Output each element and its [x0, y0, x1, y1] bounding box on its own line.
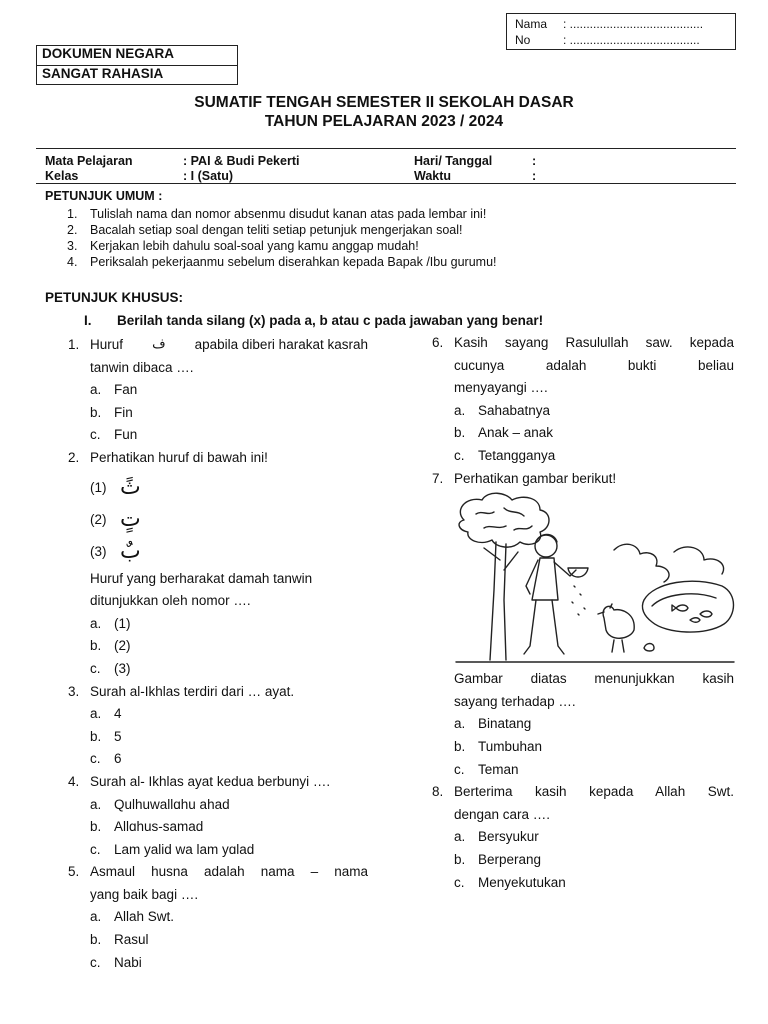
number-label: No — [515, 33, 531, 47]
question-5-cont: yang baik bagi …. — [90, 886, 199, 902]
option-3c[interactable]: c. 6 — [90, 751, 122, 767]
question-7-text-b: sayang terhadap …. — [454, 693, 576, 709]
option-6b[interactable]: b. Anak – anak — [454, 425, 554, 441]
day-value: : — [532, 154, 537, 168]
option-4b[interactable]: b. Allɑhus-samad — [90, 819, 204, 835]
option-1b[interactable]: b. Fin — [90, 404, 133, 420]
option-3b[interactable]: b. 5 — [90, 728, 122, 744]
option-4a[interactable]: a. Qulhuwallɑhu ahad — [90, 796, 230, 812]
name-field[interactable]: : ........................................ — [563, 17, 704, 31]
option-5c[interactable]: c. Nabi — [90, 954, 142, 970]
option-4c[interactable]: c. Lam yalid wa lam yɑlad — [90, 841, 255, 857]
letter-option-3: (3) بٌ — [90, 539, 141, 565]
exam-year: TAHUN PELAJARAN 2023 / 2024 — [264, 113, 504, 130]
day-label: Hari/ Tanggal — [414, 154, 493, 168]
document-classification-box — [36, 45, 238, 85]
option-2b[interactable]: b. (2) — [90, 638, 131, 654]
list-item: 2. Bacalah setiap soal dengan teliti setiap petunjuk mengerjakan soal! — [67, 223, 463, 237]
option-3a[interactable]: a. 4 — [90, 706, 122, 722]
option-5b[interactable]: b. Rasul — [90, 932, 149, 948]
right-column — [432, 332, 734, 894]
exam-title: SUMATIF TENGAH SEMESTER II SEKOLAH DASAR — [194, 94, 574, 111]
question-2: 2. Perhatikan huruf di bawah ini! — [68, 449, 268, 465]
option-8c[interactable]: c. Menyekutukan — [454, 874, 566, 890]
option-7c[interactable]: c. Teman — [454, 761, 519, 777]
classification-line-2: SANGAT RAHASIA — [37, 65, 237, 84]
list-item: 1. Tulislah nama dan nomor absenmu disudut kanan atas pada lembar ini! — [67, 207, 487, 221]
list-item: 3. Kerjakan lebih dahulu soal-soal yang kamu anggap mudah! — [67, 239, 419, 253]
left-column — [68, 334, 368, 974]
arabic-letters-list — [68, 470, 368, 568]
question-6-cont-2: menyayangi …. — [454, 380, 548, 396]
time-value: : — [532, 169, 537, 183]
option-1c[interactable]: c. Fun — [90, 427, 138, 443]
question-1: 1. Huruf ف apabila diberi harakat kasrah — [68, 334, 368, 357]
subject-label: Mata Pelajaran — [45, 154, 133, 168]
class-value: : I (Satu) — [183, 169, 233, 183]
arabic-letter-ba-icon: بٌ — [120, 539, 141, 565]
option-8a[interactable]: a. Bersyukur — [454, 829, 539, 845]
exam-info-table — [36, 148, 736, 184]
subject-value: : PAI & Budi Pekerti — [183, 154, 300, 168]
question-2-text-b: ditunjukkan oleh nomor …. — [90, 593, 251, 609]
letter-option-2: (2) تٍ — [90, 507, 141, 533]
option-5a[interactable]: a. Allah Swt. — [90, 909, 175, 925]
option-1a[interactable]: a. Fan — [90, 382, 138, 398]
illustration-image — [454, 490, 736, 666]
question-6: 6. Kasih sayang Rasulullah saw. kepada — [432, 335, 734, 350]
special-instructions-heading: PETUNJUK KHUSUS: — [45, 290, 184, 305]
general-instructions-list — [67, 206, 497, 270]
question-8: 8. Berterima kasih kepada Allah Swt. — [432, 784, 734, 800]
question-6-cont: cucunya adalah bukti beliau — [454, 357, 734, 373]
option-7b[interactable]: b. Tumbuhan — [454, 738, 543, 754]
question-2-text-a: Huruf yang berharakat damah tanwin — [90, 570, 313, 586]
question-1-cont: tanwin dibaca …. — [90, 359, 194, 375]
name-label: Nama — [515, 17, 548, 31]
question-3: 3. Surah al-Ikhlas terdiri dari … ayat. — [68, 683, 295, 699]
classification-line-1: DOKUMEN NEGARA — [42, 46, 175, 61]
section-number: I. — [84, 313, 92, 328]
question-7: 7. Perhatikan gambar berikut! — [432, 470, 617, 486]
question-5: 5. Asmaul husna adalah nama – nama — [68, 864, 368, 880]
arabic-letter-fa: ف — [152, 337, 166, 352]
option-6a[interactable]: a. Sahabatnya — [454, 402, 551, 418]
question-8-cont: dengan cara …. — [454, 806, 551, 822]
question-4: 4. Surah al- Ikhlas ayat kedua berbunyi …. — [68, 773, 331, 789]
section-heading — [84, 313, 543, 328]
option-7a[interactable]: a. Binatang — [454, 716, 532, 732]
section-instruction: Berilah tanda silang (x) pada a, b atau c pada jawaban yang benar! — [117, 313, 544, 328]
list-item: 4. Periksalah pekerjaanmu sebelum diserahkan kepada Bapak /Ibu gurumu! — [67, 255, 497, 269]
option-8b[interactable]: b. Berperang — [454, 851, 542, 867]
boy-feeding-animals-illustration — [454, 490, 734, 668]
option-2c[interactable]: c. (3) — [90, 660, 131, 676]
option-6c[interactable]: c. Tetangganya — [454, 447, 556, 463]
option-2a[interactable]: a. (1) — [90, 615, 131, 631]
time-label: Waktu — [414, 169, 452, 183]
number-field[interactable]: : ....................................... — [563, 33, 700, 47]
letter-option-1: (1) ثً — [90, 475, 141, 501]
class-label: Kelas — [45, 169, 79, 183]
arabic-letter-tsa-icon: ثً — [120, 475, 141, 501]
question-7-text-a: Gambar diatas menunjukkan kasih — [454, 671, 734, 687]
student-info-box — [506, 13, 736, 50]
general-instructions-heading: PETUNJUK UMUM : — [45, 189, 163, 203]
arabic-letter-ta-icon: تٍ — [120, 507, 141, 533]
